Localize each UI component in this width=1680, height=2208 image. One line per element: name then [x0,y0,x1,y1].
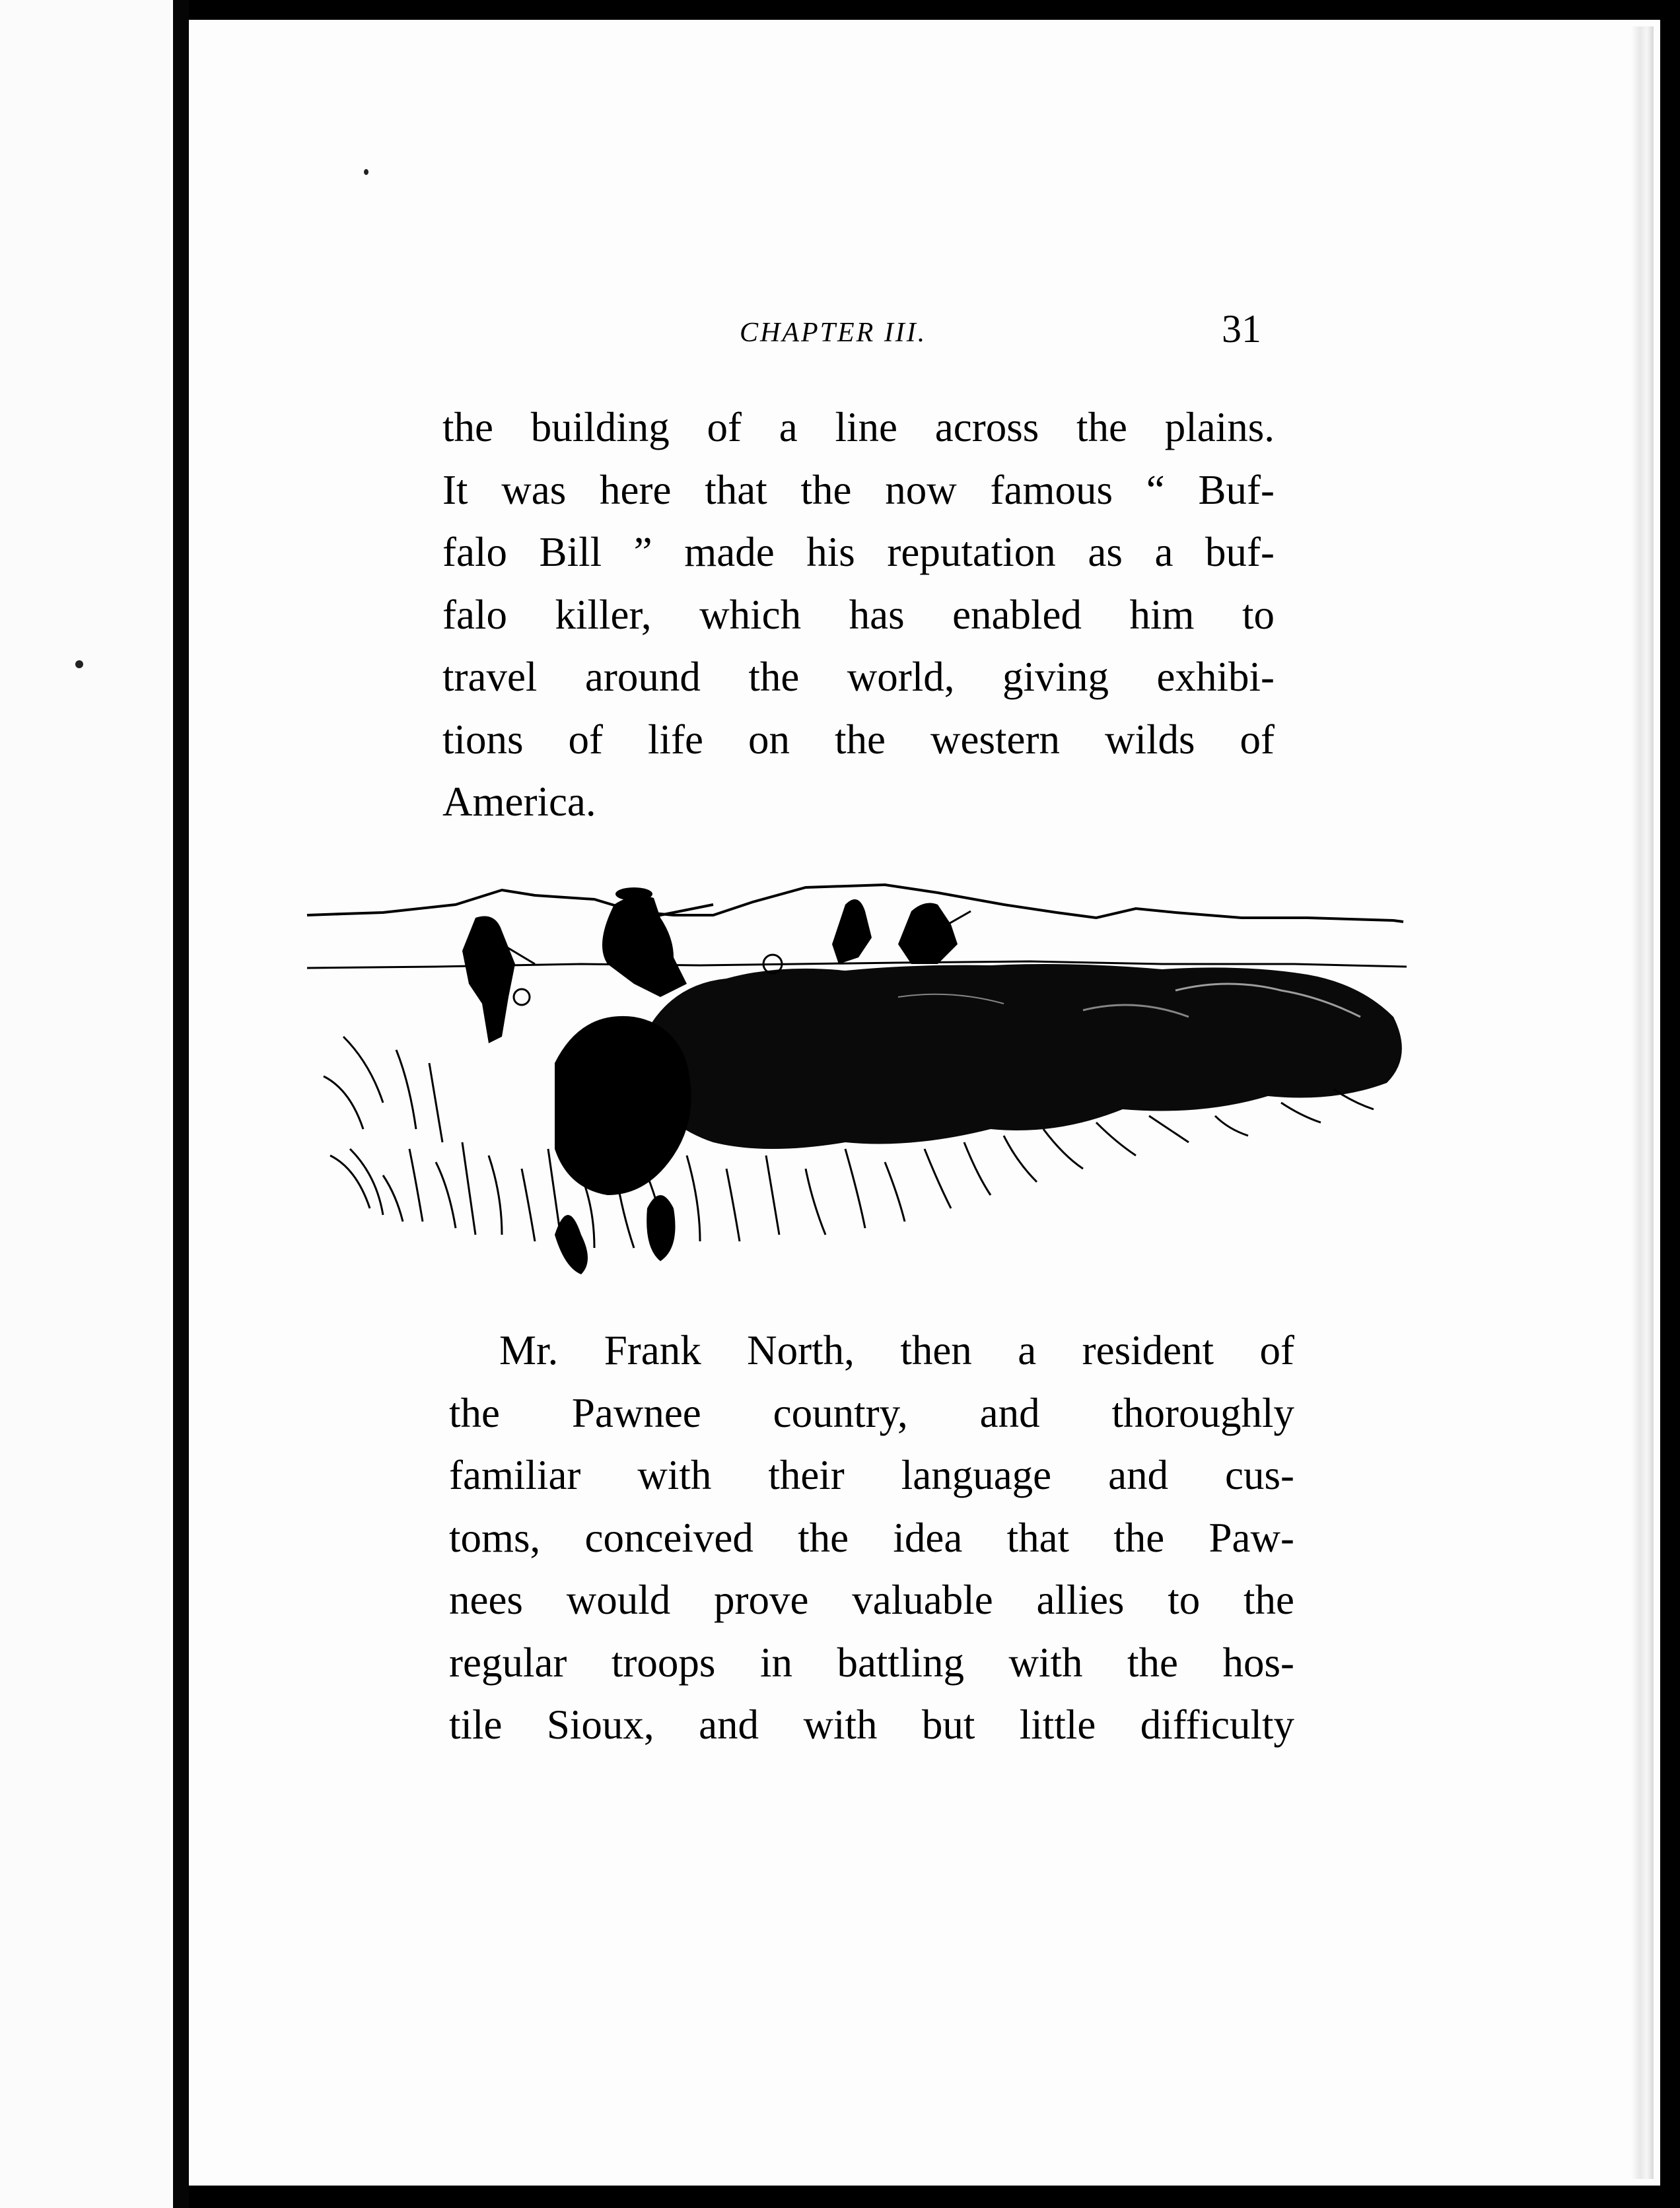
lead-buffalo [555,1016,691,1195]
rider-right-1 [832,899,872,964]
buffalo-hunt-illustration [304,865,1426,1281]
text-line: America. [442,778,596,825]
text-line: toms, conceived the idea that the Paw- [449,1514,1294,1561]
text-line: tions of life on the western wilds of [442,716,1275,763]
text-line: nees would prove valuable allies to the [449,1577,1294,1623]
book-gutter [173,0,189,2208]
text-line: the building of a line across the plains. [442,404,1275,450]
rider-left [462,916,535,1044]
text-line: the Pawnee country, and thoroughly [449,1389,1294,1436]
text-line: tile Sioux, and with but little difficulty [449,1702,1294,1748]
ink-speck [75,660,83,668]
paragraph-frank-north [449,1319,1294,1756]
text-line: falo Bill ” made his reputation as a buf- [442,529,1275,575]
ink-speck [364,169,368,175]
text-line: Mr. Frank North, then a resident of [499,1327,1294,1373]
page-edge-shadow [1631,26,1654,2179]
rider-right-2 [898,903,971,964]
rider-center [602,887,713,997]
text-line: It was here that the now famous “ Buf- [442,466,1275,513]
text-line: regular troops in battling with the hos- [449,1639,1294,1686]
text-line: travel around the world, giving exhibi- [442,654,1275,700]
text-line: falo killer, which has enabled him to [442,591,1275,638]
text-line: familiar with their language and cus- [449,1452,1294,1498]
page-number: 31 [1222,307,1261,351]
paragraph-continued [442,396,1275,833]
running-head: CHAPTER III. [740,318,927,348]
facing-page-edge [0,0,173,2208]
